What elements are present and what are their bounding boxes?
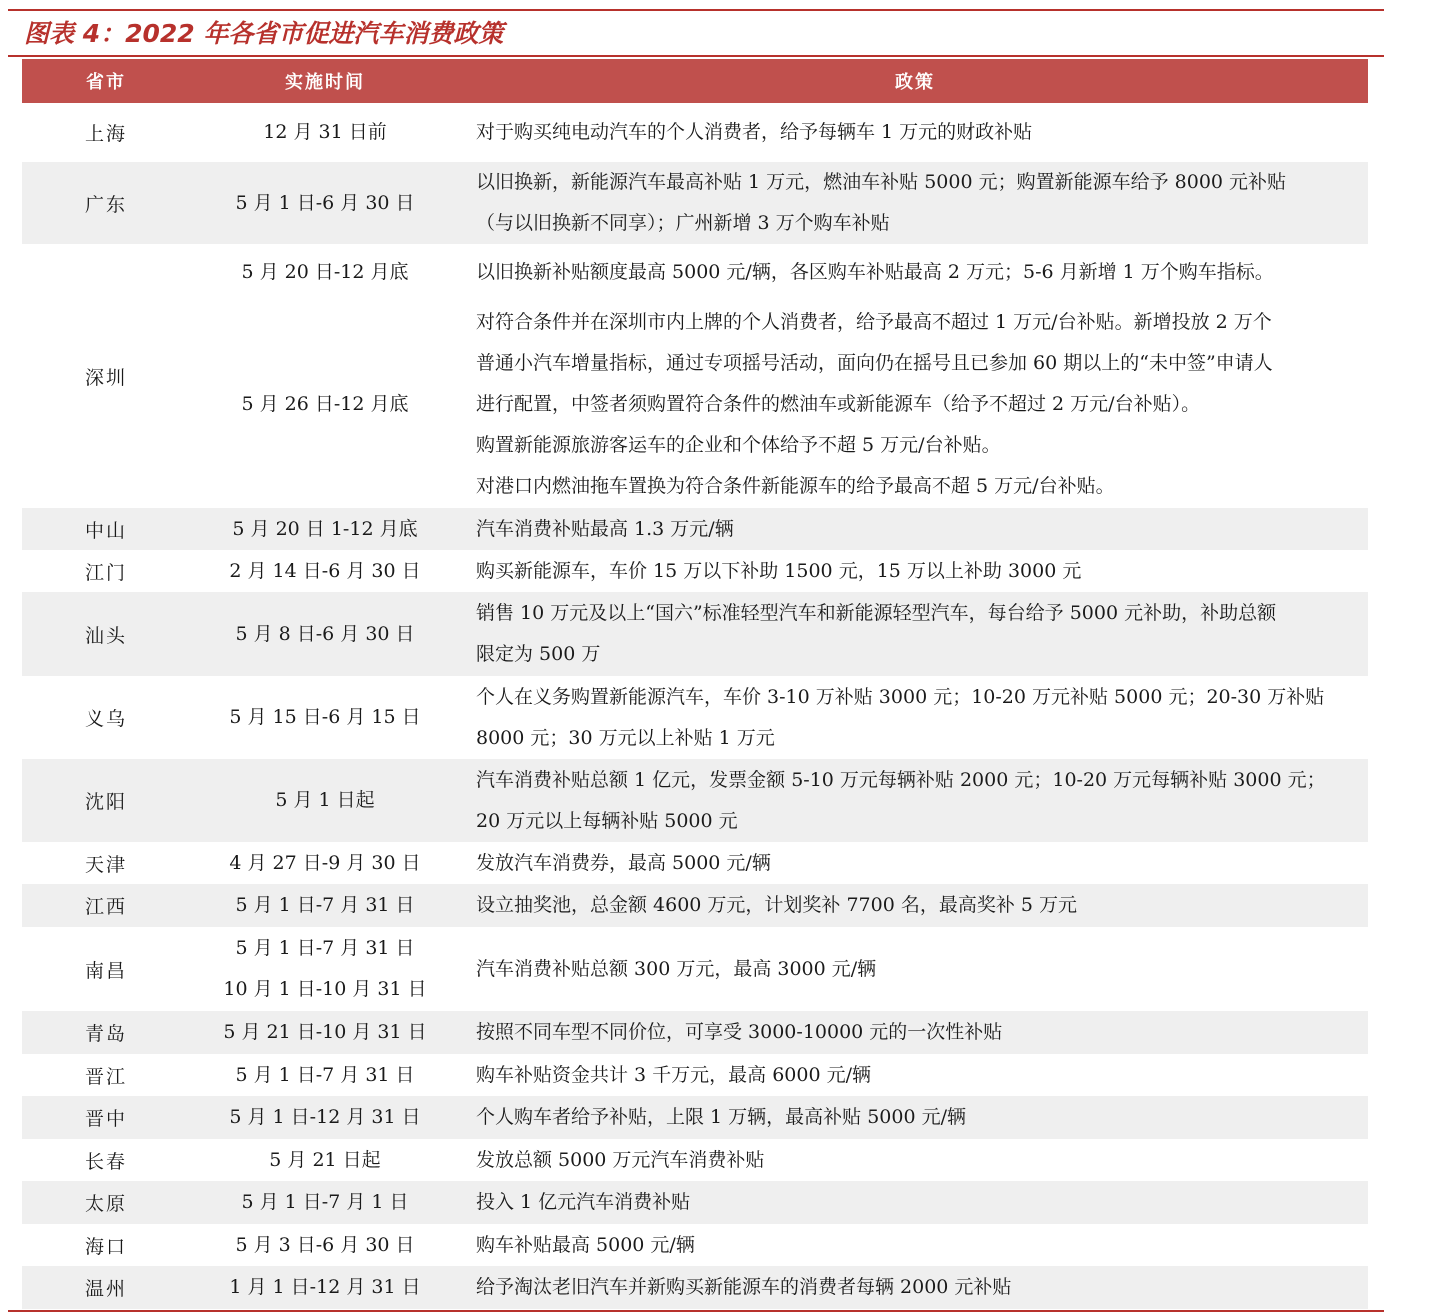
row-time: 4 月 27 日-9 月 30 日	[229, 851, 421, 874]
table-row	[22, 550, 1368, 592]
row-policy: 按照不同车型不同价位，可享受 3000-10000 元的一次性补贴	[476, 1021, 1003, 1043]
row-time: 5 月 1 日-12 月 31 日	[229, 1106, 421, 1128]
row-policy: 以旧换新补贴额度最高 5000 元/辆，各区购车补贴最高 2 万元；5-6 月新增 1 万个购车指标。 对符合条件并在深圳市内上牌的个人消费者，给予最高不超过 1 万元/台补贴。新增投放 2 万个 普通小汽车增量指标，通过专项摇号活动，面向仍在摇号且已参加 60 期以上的“未中签”申请人 进行配置，中签者须购置符合条件的燃油车或新能源车（给予不超过 2 万元/台补贴）。 购置新能源旅游客运车的企业和个体给予不超 5 万元/台补贴。 对港口内燃油拖车置换为符合条件新能源车的给予最高不超 5 万元/台补贴。	[476, 261, 1274, 497]
row-time: 5 月 1 日-7 月 31 日	[235, 894, 415, 916]
row-province: 青岛	[84, 1023, 127, 1045]
row-policy: 个人在义务购置新能源汽车，车价 3-10 万补贴 3000 元；10-20 万元补贴 5000 元；20-30 万补贴 8000 元；30 万元以上补贴 1 万元	[476, 685, 1325, 749]
row-province: 南昌	[84, 959, 127, 982]
row-policy: 发放汽车消费券，最高 5000 元/辆	[476, 851, 771, 874]
row-province: 太原	[84, 1193, 127, 1215]
table-row	[22, 1224, 1368, 1266]
row-province: 中山	[84, 519, 127, 542]
top-rule	[8, 9, 1384, 11]
table-row	[22, 1181, 1368, 1224]
row-policy: 购车补贴资金共计 3 千万元，最高 6000 元/辆	[476, 1063, 872, 1086]
row-province: 天津	[84, 853, 127, 876]
title-rule	[8, 55, 1384, 57]
row-province: 汕头	[84, 624, 127, 647]
row-policy: 汽车消费补贴总额 1 亿元，发票金额 5-10 万元每辆补贴 2000 元；10-20 万元每辆补贴 3000 元； 20 万元以上每辆补贴 5000 元	[476, 768, 1326, 832]
row-province: 晋江	[84, 1065, 127, 1088]
row-policy: 给予淘汰老旧汽车并新购买新能源车的消费者每辆 2000 元补贴	[476, 1276, 1012, 1298]
header-province: 省市	[86, 72, 126, 93]
row-province: 晋中	[84, 1108, 127, 1130]
row-province: 深圳	[84, 366, 127, 389]
row-policy: 投入 1 亿元汽车消费补贴	[476, 1191, 691, 1213]
table-row	[22, 162, 1368, 244]
row-time: 5 月 1 日-7 月 1 日	[241, 1191, 409, 1213]
row-province: 沈阳	[84, 791, 127, 813]
table-row	[22, 884, 1368, 927]
table-row	[22, 1011, 1368, 1054]
row-time: 2 月 14 日-6 月 30 日	[229, 559, 421, 582]
row-policy: 对于购买纯电动汽车的个人消费者，给予每辆车 1 万元的财政补贴	[476, 121, 1033, 143]
table-row	[22, 759, 1368, 842]
table-row	[22, 1054, 1368, 1096]
table-row	[22, 1139, 1368, 1181]
table-header	[22, 59, 1368, 103]
row-province: 江门	[84, 561, 127, 584]
row-time: 5 月 1 日-6 月 30 日	[235, 191, 415, 214]
row-time: 5 月 3 日-6 月 30 日	[235, 1233, 415, 1256]
table-row	[22, 842, 1368, 884]
row-policy: 销售 10 万元及以上“国六”标准轻型汽车和新能源轻型汽车，每台给予 5000 元补助，补助总额 限定为 500 万	[476, 602, 1277, 665]
bottom-rule	[8, 1310, 1384, 1312]
table-row	[22, 676, 1368, 759]
figure-title: 图表 4：2022 年各省市促进汽车消费政策	[24, 19, 504, 48]
row-policy: 以旧换新，新能源汽车最高补贴 1 万元，燃油车补贴 5000 元；购置新能源车给予 8000 元补贴 （与以旧换新不同享）；广州新增 3 万个购车补贴	[476, 171, 1287, 234]
header-time: 实施时间	[285, 72, 365, 93]
row-policy: 购买新能源车，车价 15 万以下补助 1500 元，15 万以上补助 3000 元	[476, 559, 1082, 582]
table-row	[22, 244, 1368, 508]
row-province: 长春	[84, 1150, 127, 1173]
policy-table	[22, 59, 1368, 1309]
row-time: 12 月 31 日前	[263, 121, 387, 143]
row-time: 5 月 1 日-7 月 31 日 10 月 1 日-10 月 31 日	[223, 937, 427, 1000]
row-time: 5 月 15 日-6 月 15 日	[229, 706, 421, 728]
row-province: 上海	[84, 123, 127, 145]
table-row	[22, 927, 1368, 1011]
table-row	[22, 592, 1368, 676]
row-time: 1 月 1 日-12 月 31 日	[229, 1276, 421, 1298]
row-policy: 汽车消费补贴最高 1.3 万元/辆	[476, 517, 734, 540]
row-time: 5 月 20 日 1-12 月底	[232, 517, 418, 540]
row-time: 5 月 1 日起	[275, 789, 375, 811]
row-province: 江西	[84, 896, 127, 918]
row-time: 5 月 21 日-10 月 31 日	[223, 1021, 427, 1043]
row-policy: 个人购车者给予补贴，上限 1 万辆，最高补贴 5000 元/辆	[476, 1106, 967, 1128]
row-policy: 汽车消费补贴总额 300 万元，最高 3000 元/辆	[476, 957, 877, 980]
table-row	[22, 103, 1368, 162]
row-province: 海口	[84, 1235, 127, 1258]
row-province: 义乌	[84, 708, 127, 730]
header-policy: 政策	[895, 72, 935, 93]
row-time: 5 月 21 日起	[269, 1148, 381, 1171]
row-time: 5 月 1 日-7 月 31 日	[235, 1063, 415, 1086]
row-policy: 购车补贴最高 5000 元/辆	[476, 1233, 695, 1256]
table-row	[22, 1096, 1368, 1139]
table-row	[22, 1266, 1368, 1309]
row-policy: 发放总额 5000 万元汽车消费补贴	[476, 1148, 765, 1171]
row-time: 5 月 8 日-6 月 30 日	[235, 622, 415, 645]
row-time: 5 月 20 日-12 月底 5 月 26 日-12 月底	[241, 261, 409, 415]
row-policy: 设立抽奖池，总金额 4600 万元，计划奖补 7700 名，最高奖补 5 万元	[476, 894, 1078, 916]
table-row	[22, 508, 1368, 550]
row-province: 广东	[84, 193, 127, 216]
row-province: 温州	[84, 1278, 127, 1300]
